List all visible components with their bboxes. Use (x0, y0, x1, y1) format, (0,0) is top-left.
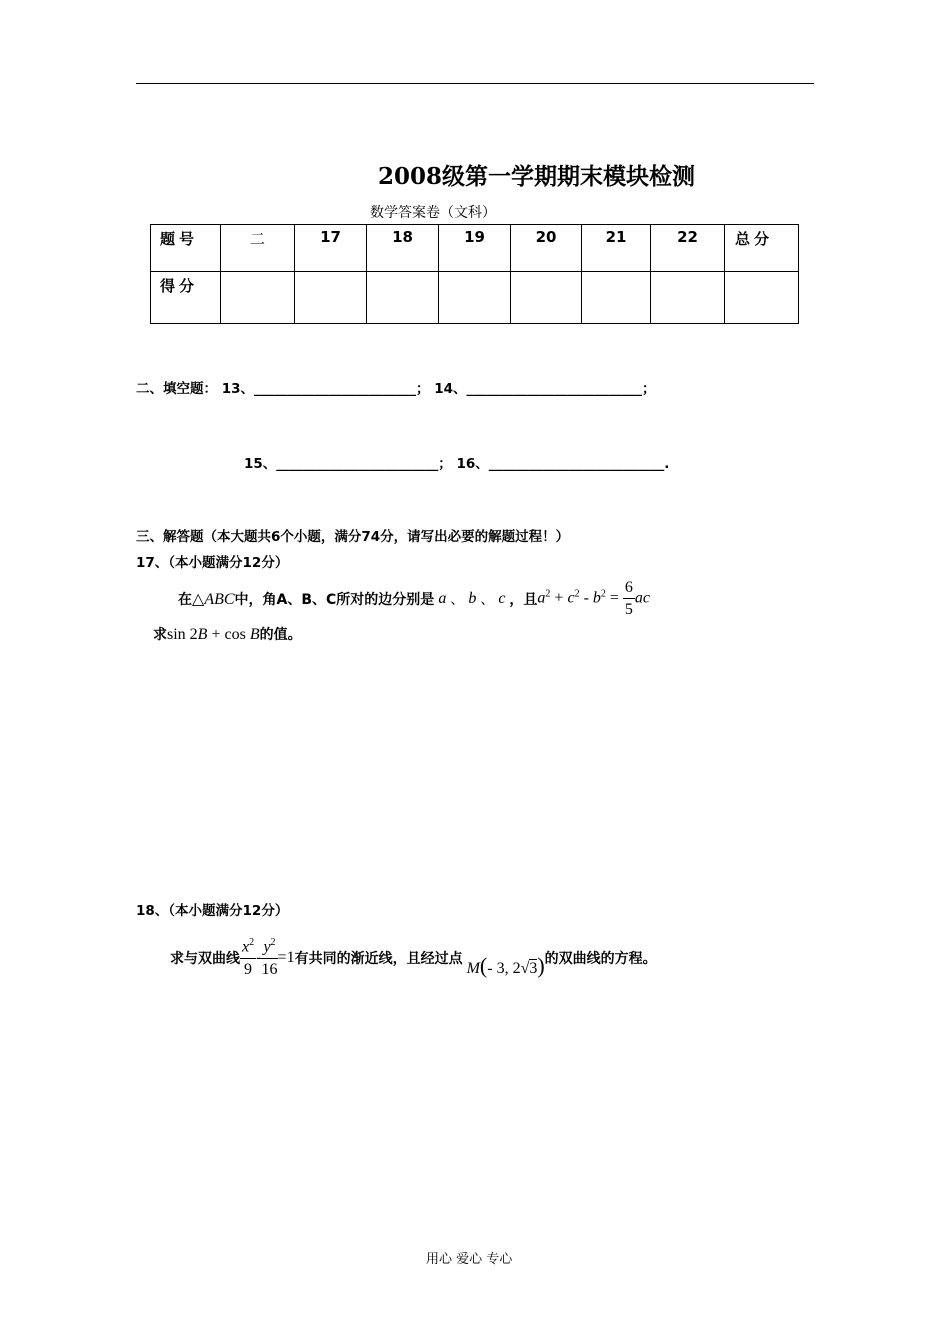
fraction (261, 938, 277, 977)
score-cell: 22 (651, 225, 725, 272)
sqrt-symbol: √ (520, 960, 530, 977)
score-input-cell[interactable] (221, 272, 295, 324)
paren: ( (479, 953, 488, 978)
score-cell: 总分 (725, 225, 799, 272)
score-input-cell[interactable] (439, 272, 511, 324)
page-subtitle: 数学答案卷（文科） (370, 205, 496, 221)
q16-label: 16、 (456, 456, 489, 472)
var-c: c (498, 590, 506, 607)
q15-label: 15、 (244, 456, 277, 472)
denominator: 9 (244, 960, 253, 978)
sqrt-arg: 3 (529, 960, 538, 977)
var: B (249, 626, 260, 643)
answer-blank-13[interactable]: ________________________ (254, 381, 416, 397)
separator: ； (416, 381, 430, 397)
q14-label: 14、 (434, 381, 467, 397)
score-table-header-row (151, 225, 799, 272)
q18-heading: 18、（本小题满分12分） (136, 903, 289, 919)
text: 、 (480, 592, 495, 608)
answer-blank-15[interactable]: ________________________ (276, 456, 439, 472)
separator: ； (642, 381, 656, 397)
score-input-cell[interactable] (651, 272, 725, 324)
var-b: b (468, 590, 477, 607)
answer-blank-16[interactable]: __________________________ (488, 456, 665, 472)
var: y (263, 938, 271, 956)
page-footer: 用心 爱心 专心 (426, 1252, 513, 1267)
text: 、 (450, 592, 465, 608)
denominator: 5 (624, 601, 633, 618)
numerator: 6 (623, 580, 635, 599)
equation (537, 580, 650, 618)
triangle-symbol: △ (192, 591, 205, 608)
denominator: 16 (261, 960, 278, 978)
score-input-cell[interactable] (511, 272, 582, 324)
score-cell: 二 (221, 225, 295, 272)
var: ABC (204, 591, 235, 608)
score-table (150, 224, 799, 324)
separator: . (664, 456, 670, 472)
hyperbola-equation (240, 938, 295, 977)
header-rule (136, 83, 814, 84)
fraction (623, 580, 635, 618)
var: ac (634, 589, 651, 607)
section3-heading: 三、解答题（本大题共6个小题，满分74分，请写出必要的解题过程！） (136, 529, 570, 545)
exponent: 2 (574, 588, 580, 600)
op: - (579, 589, 593, 607)
score-cell: 17 (295, 225, 367, 272)
op: = (605, 589, 619, 607)
fill-blank-line-2 (244, 452, 669, 472)
var: b (592, 589, 601, 607)
score-input-cell[interactable] (295, 272, 367, 324)
op: =1 (277, 948, 295, 966)
text: 中，角A、B、C所对的边分别是 (234, 592, 435, 608)
exponent: 2 (249, 937, 255, 949)
score-cell: 20 (511, 225, 582, 272)
separator: ； (438, 456, 452, 472)
q17-statement (178, 576, 650, 622)
op: + (550, 589, 568, 607)
q18-statement (170, 932, 657, 984)
page-title: 2008级第一学期期末模块检测 (378, 163, 696, 190)
text: 的值。 (259, 627, 302, 643)
score-input-cell[interactable] (367, 272, 439, 324)
var: B (197, 626, 208, 643)
text: 求与双曲线 (170, 951, 240, 967)
score-input-cell[interactable] (725, 272, 799, 324)
score-row-label: 得分 (151, 272, 221, 324)
text: 在 (178, 592, 192, 608)
var: x (242, 938, 250, 956)
text: + cos (207, 626, 250, 643)
text: 有共同的渐近线，且经过点 (294, 951, 463, 967)
var: a (537, 589, 546, 607)
score-cell: 题号 (151, 225, 221, 272)
score-table-score-row (151, 272, 799, 324)
op: - (256, 948, 262, 966)
exponent: 2 (270, 937, 276, 949)
score-cell: 21 (582, 225, 651, 272)
score-input-cell[interactable] (582, 272, 651, 324)
section2-label: 二、填空题： (136, 381, 217, 397)
var: c (567, 589, 575, 607)
answer-blank-14[interactable]: __________________________ (466, 381, 642, 397)
triangle-abc (192, 589, 235, 609)
fraction (240, 938, 256, 977)
q17-ask (153, 624, 302, 644)
var-a: a (438, 590, 447, 607)
score-cell: 19 (439, 225, 511, 272)
text: sin 2 (167, 626, 198, 643)
exponent: 2 (600, 588, 606, 600)
point-m (467, 953, 545, 979)
q17-heading: 17、（本小题满分12分） (136, 555, 289, 571)
expression (167, 626, 260, 643)
exponent: 2 (545, 588, 551, 600)
text: 的双曲线的方程。 (544, 951, 657, 967)
q13-label: 13、 (221, 381, 254, 397)
score-cell: 18 (367, 225, 439, 272)
coords: - 3, 2 (487, 960, 521, 977)
text: ，且 (509, 592, 538, 608)
text: 求 (153, 627, 167, 643)
paren: ) (537, 953, 545, 978)
var: M (466, 960, 480, 977)
fill-blank-line-1 (136, 377, 656, 397)
